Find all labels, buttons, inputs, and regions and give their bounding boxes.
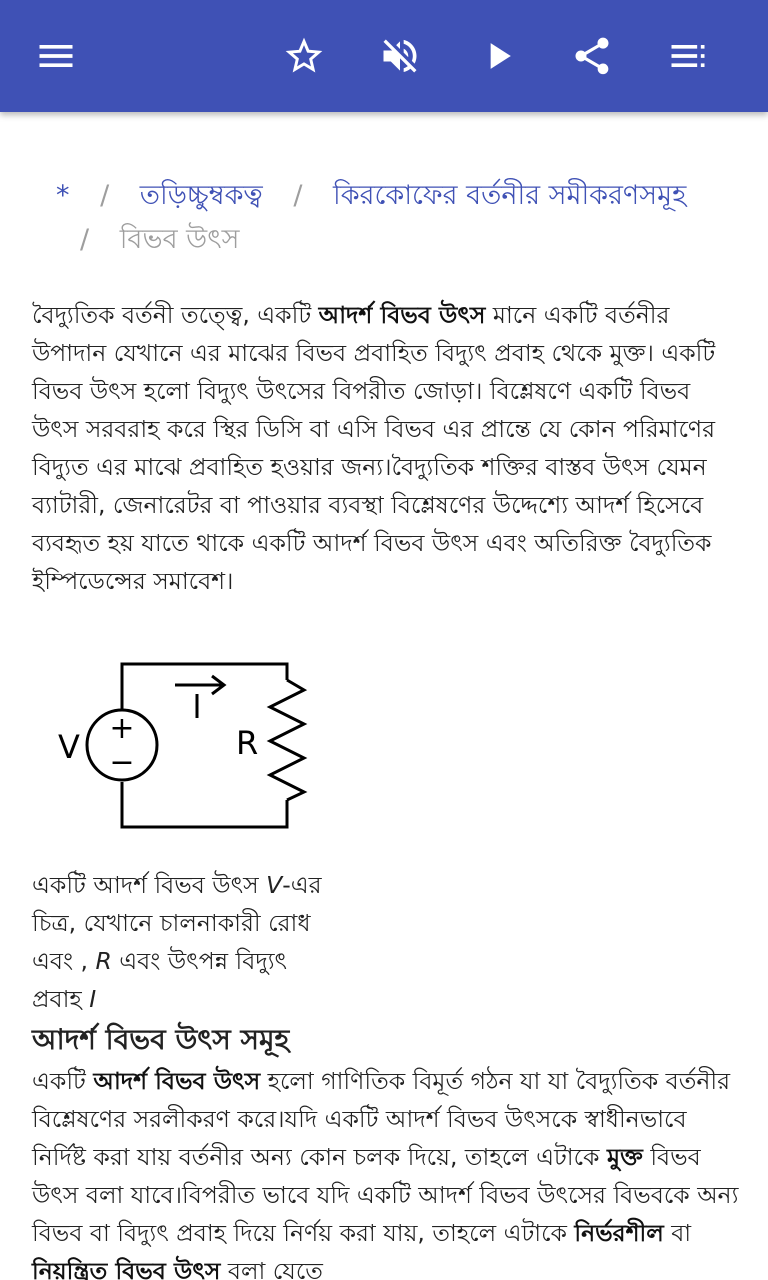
breadcrumb-electromagnetism-link[interactable]: তড়িচ্চুম্বকত্ব <box>139 180 263 211</box>
current-arrow <box>175 676 224 694</box>
section-text: বলা যেতে <box>220 1257 323 1280</box>
caption-text: -এর চিত্র, যেখানে চালনাকারী রোধ এবং , <box>32 871 322 975</box>
caption-text: এবং উৎপন্ন বিদ্যুৎ প্রবাহ <box>32 947 288 1013</box>
breadcrumb-home-link[interactable]: * <box>56 180 70 211</box>
section-text: হলো গাণিতিক বিমূর্ত গঠন যা যা বৈদ্যুতিক বর্তনীর বিশ্লেষণের সরলীকরণ করে।যদি একটি আদর্শ বিভব উৎসকে স্বাধীনভাবে নির্দিষ্ট করা যায় বর্তনীর অন্য কোন চলক দিয়ে, তাহলে এটাকে <box>32 1067 731 1171</box>
figure-caption <box>32 866 332 1018</box>
article-content <box>0 112 768 1280</box>
breadcrumb-separator: / <box>80 224 90 255</box>
breadcrumb <box>56 174 756 262</box>
play-button[interactable] <box>470 28 526 84</box>
section-bold-term: মুক্ত <box>606 1143 643 1171</box>
circuit-diagram <box>52 652 322 832</box>
playlist-button[interactable] <box>660 28 716 84</box>
voltage-label: V <box>58 728 80 766</box>
section-paragraph <box>32 1062 742 1280</box>
menu-icon <box>34 34 78 78</box>
mute-button[interactable] <box>372 28 428 84</box>
breadcrumb-kirchhoff-link[interactable]: কিরকোফের বর্তনীর সমীকরণসমূহ <box>333 180 687 211</box>
caption-var-v: V <box>266 871 283 899</box>
intro-text: মানে একটি বর্তনীর উপাদান যেখানে এর মাঝের বিভব প্রবাহিত বিদ্যুৎ প্রবাহ থেকে মুক্ত। একটি বিভব উৎস হলো বিদ্যুৎ উৎসের বিপরীত জোড়া। বিশ্লেষণে একটি বিভব উৎস সরবরাহ করে স্থির ডিসি বা এসি বিভব এর প্রান্তে যে কোন পরিমাণের বিদ্যুত এর মাঝে প্রবাহিত হওয়ার জন্য।বৈদ্যুতিক শক্তির বাস্তব উৎস যেমন ব্যাটারী, জেনারেটর বা পাওয়ার ব্যবস্থা বিশ্লেষণের উদ্দেশ্যে আদর্শ হিসেবে ব্যবহৃত হয় যাতে থাকে একটি আদর্শ বিভব উৎস এবং অতিরিক্ত বৈদ্যুতিক ইম্পিডেন্সের সমাবেশ। <box>32 301 716 595</box>
resistor-symbol <box>270 680 304 800</box>
play-icon <box>476 34 520 78</box>
breadcrumb-separator: / <box>100 180 110 211</box>
section-bold-term: নিয়ন্ত্রিত বিভব উৎস <box>32 1257 221 1280</box>
section-text: বা <box>663 1219 692 1247</box>
section-bold-term: নির্ভরশীল <box>574 1219 664 1247</box>
section-text: একটি <box>32 1067 94 1095</box>
playlist-icon <box>666 34 710 78</box>
section-bold-term: আদর্শ বিভব উৎস <box>93 1067 261 1095</box>
caption-var-i: I <box>89 985 97 1013</box>
plus-sign: + <box>109 711 135 746</box>
caption-text: একটি আদর্শ বিভব উৎস <box>32 871 267 899</box>
menu-button[interactable] <box>28 28 84 84</box>
minus-sign: − <box>109 745 135 780</box>
intro-text: বৈদ্যুতিক বর্তনী তত্ত্বে, একটি <box>32 301 319 329</box>
intro-bold-term: আদর্শ বিভব উৎস <box>318 301 486 329</box>
section-text: বিভব উৎস বলা যাবে।বিপরীত ভাবে যদি একটি আদর্শ বিভব উৎসের বিভবকে অন্য বিভব বা বিদ্যুৎ প্রবাহ দিয়ে নির্ণয় করা যায়, তাহলে এটাকে <box>32 1143 739 1247</box>
share-button[interactable] <box>564 28 620 84</box>
resistance-label: R <box>236 724 259 762</box>
breadcrumb-separator: / <box>293 180 303 211</box>
intro-paragraph <box>32 296 742 600</box>
volume-off-icon <box>378 34 422 78</box>
app-bar <box>0 0 768 112</box>
circuit-wire <box>122 782 287 827</box>
favorite-button[interactable] <box>276 28 332 84</box>
section-heading: আদর্শ বিভব উৎস সমূহ <box>32 1023 290 1056</box>
breadcrumb-current: বিভব উৎস <box>119 224 240 255</box>
star-outline-icon <box>282 34 326 78</box>
share-icon <box>570 34 614 78</box>
caption-var-r: R <box>95 947 112 975</box>
